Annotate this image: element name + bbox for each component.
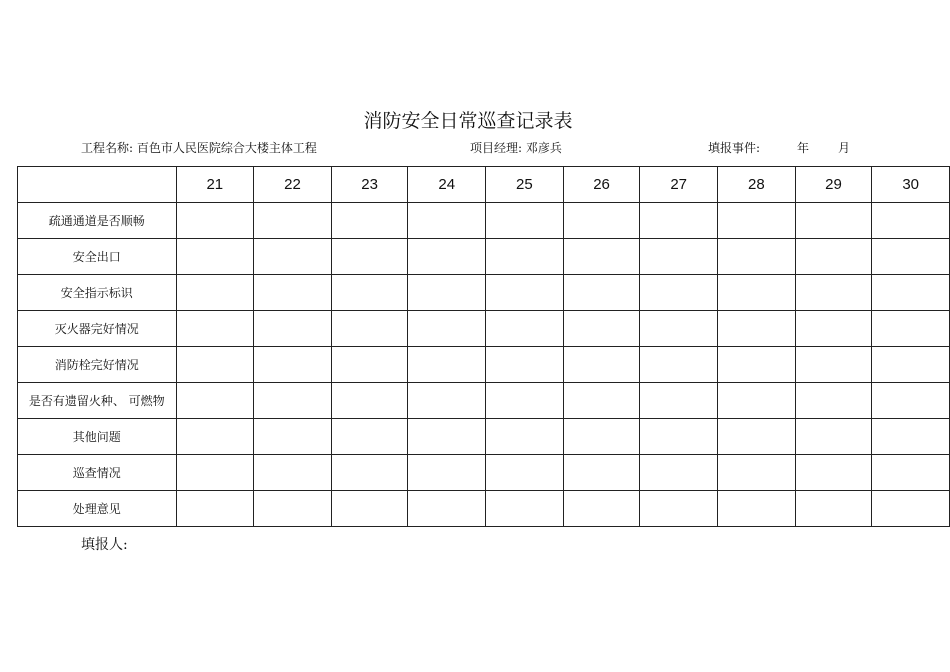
record-cell[interactable]: [408, 455, 486, 491]
record-cell[interactable]: [486, 491, 564, 527]
corner-cell: [18, 167, 177, 203]
record-cell[interactable]: [331, 419, 408, 455]
record-cell[interactable]: [718, 347, 796, 383]
record-cell[interactable]: [176, 347, 254, 383]
record-cell[interactable]: [718, 203, 796, 239]
record-cell[interactable]: [176, 455, 254, 491]
record-cell[interactable]: [254, 491, 332, 527]
record-cell[interactable]: [254, 455, 332, 491]
record-cell[interactable]: [795, 275, 872, 311]
record-cell[interactable]: [795, 203, 872, 239]
filler-label: 填报人:: [81, 537, 128, 553]
record-cell[interactable]: [408, 239, 486, 275]
table-row: [18, 455, 950, 491]
record-cell[interactable]: [640, 383, 718, 419]
record-cell[interactable]: [563, 383, 640, 419]
month-label: 月: [838, 141, 851, 155]
record-cell[interactable]: [795, 455, 872, 491]
table-row: [18, 203, 950, 239]
record-cell[interactable]: [795, 491, 872, 527]
record-cell[interactable]: [254, 311, 332, 347]
record-cell[interactable]: [640, 455, 718, 491]
record-cell[interactable]: [254, 203, 332, 239]
row-label: 处理意见: [18, 491, 177, 527]
record-cell[interactable]: [486, 275, 564, 311]
record-cell[interactable]: [176, 275, 254, 311]
record-cell[interactable]: [640, 311, 718, 347]
report-date-label: 填报事件:: [708, 141, 761, 155]
record-cell[interactable]: [408, 383, 486, 419]
record-cell[interactable]: [331, 383, 408, 419]
record-cell[interactable]: [795, 347, 872, 383]
record-cell[interactable]: [254, 347, 332, 383]
record-cell[interactable]: [254, 419, 332, 455]
row-label: 巡查情况: [18, 455, 177, 491]
record-cell[interactable]: [408, 491, 486, 527]
record-cell[interactable]: [872, 311, 950, 347]
table-row: [18, 419, 950, 455]
day-column-header: 28: [718, 167, 796, 203]
day-column-header: 29: [795, 167, 872, 203]
record-cell[interactable]: [718, 419, 796, 455]
record-cell[interactable]: [331, 203, 408, 239]
record-cell[interactable]: [563, 239, 640, 275]
record-cell[interactable]: [640, 491, 718, 527]
record-cell[interactable]: [795, 419, 872, 455]
table-row: [18, 239, 950, 275]
day-column-header: 21: [176, 167, 254, 203]
record-cell[interactable]: [872, 383, 950, 419]
record-cell[interactable]: [408, 275, 486, 311]
row-label: 其他问题: [18, 419, 177, 455]
record-cell[interactable]: [408, 311, 486, 347]
record-cell[interactable]: [872, 203, 950, 239]
record-cell[interactable]: [872, 455, 950, 491]
record-cell[interactable]: [486, 203, 564, 239]
record-cell[interactable]: [563, 347, 640, 383]
record-cell[interactable]: [331, 275, 408, 311]
record-cell[interactable]: [872, 419, 950, 455]
row-label: 灭火器完好情况: [18, 311, 177, 347]
record-cell[interactable]: [408, 203, 486, 239]
record-cell[interactable]: [486, 239, 564, 275]
day-column-header: 24: [408, 167, 486, 203]
record-cell[interactable]: [408, 347, 486, 383]
header-row: [18, 167, 950, 203]
record-cell[interactable]: [486, 455, 564, 491]
record-cell[interactable]: [718, 491, 796, 527]
record-cell[interactable]: [486, 347, 564, 383]
record-cell[interactable]: [176, 203, 254, 239]
record-cell[interactable]: [563, 275, 640, 311]
day-column-header: 26: [563, 167, 640, 203]
record-cell[interactable]: [872, 275, 950, 311]
record-cell[interactable]: [176, 419, 254, 455]
record-cell[interactable]: [331, 239, 408, 275]
record-cell[interactable]: [176, 491, 254, 527]
record-cell[interactable]: [872, 491, 950, 527]
row-label: 消防栓完好情况: [18, 347, 177, 383]
project-name: 工程名称: 百色市人民医院综合大楼主体工程: [81, 141, 317, 155]
day-column-header: 27: [640, 167, 718, 203]
record-cell[interactable]: [640, 419, 718, 455]
record-cell[interactable]: [718, 239, 796, 275]
table-row: [18, 383, 950, 419]
record-cell[interactable]: [795, 311, 872, 347]
record-cell[interactable]: [563, 203, 640, 239]
record-cell[interactable]: [640, 347, 718, 383]
record-cell[interactable]: [718, 311, 796, 347]
record-cell[interactable]: [331, 347, 408, 383]
record-cell[interactable]: [563, 491, 640, 527]
inspection-table: [17, 166, 950, 527]
record-cell[interactable]: [640, 203, 718, 239]
record-cell[interactable]: [563, 419, 640, 455]
record-cell[interactable]: [795, 239, 872, 275]
row-label: 疏通通道是否顺畅: [18, 203, 177, 239]
record-cell[interactable]: [640, 239, 718, 275]
year-label: 年: [797, 141, 810, 155]
day-column-header: 22: [254, 167, 332, 203]
day-column-header: 30: [872, 167, 950, 203]
record-cell[interactable]: [254, 275, 332, 311]
record-cell[interactable]: [872, 347, 950, 383]
record-cell[interactable]: [486, 419, 564, 455]
record-cell[interactable]: [563, 455, 640, 491]
record-cell[interactable]: [718, 383, 796, 419]
row-label: 是否有遗留火种、 可燃物: [18, 383, 177, 419]
record-cell[interactable]: [408, 419, 486, 455]
record-cell[interactable]: [563, 311, 640, 347]
record-cell[interactable]: [486, 311, 564, 347]
table-row: [18, 491, 950, 527]
table-row: [18, 347, 950, 383]
day-column-header: 23: [331, 167, 408, 203]
record-cell[interactable]: [331, 491, 408, 527]
record-cell[interactable]: [795, 383, 872, 419]
row-label: 安全出口: [18, 239, 177, 275]
record-cell[interactable]: [486, 383, 564, 419]
table-row: [18, 311, 950, 347]
row-label: 安全指示标识: [18, 275, 177, 311]
project-manager: 项目经理: 邓彦兵: [470, 141, 562, 155]
record-cell[interactable]: [331, 455, 408, 491]
table-row: [18, 275, 950, 311]
day-column-header: 25: [486, 167, 564, 203]
record-cell[interactable]: [718, 275, 796, 311]
record-cell[interactable]: [872, 239, 950, 275]
record-cell[interactable]: [254, 239, 332, 275]
page-title: 消防安全日常巡查记录表: [363, 110, 573, 132]
record-cell[interactable]: [640, 275, 718, 311]
record-cell[interactable]: [176, 311, 254, 347]
record-cell[interactable]: [331, 311, 408, 347]
record-cell[interactable]: [254, 383, 332, 419]
record-cell[interactable]: [176, 239, 254, 275]
record-cell[interactable]: [718, 455, 796, 491]
record-cell[interactable]: [176, 383, 254, 419]
